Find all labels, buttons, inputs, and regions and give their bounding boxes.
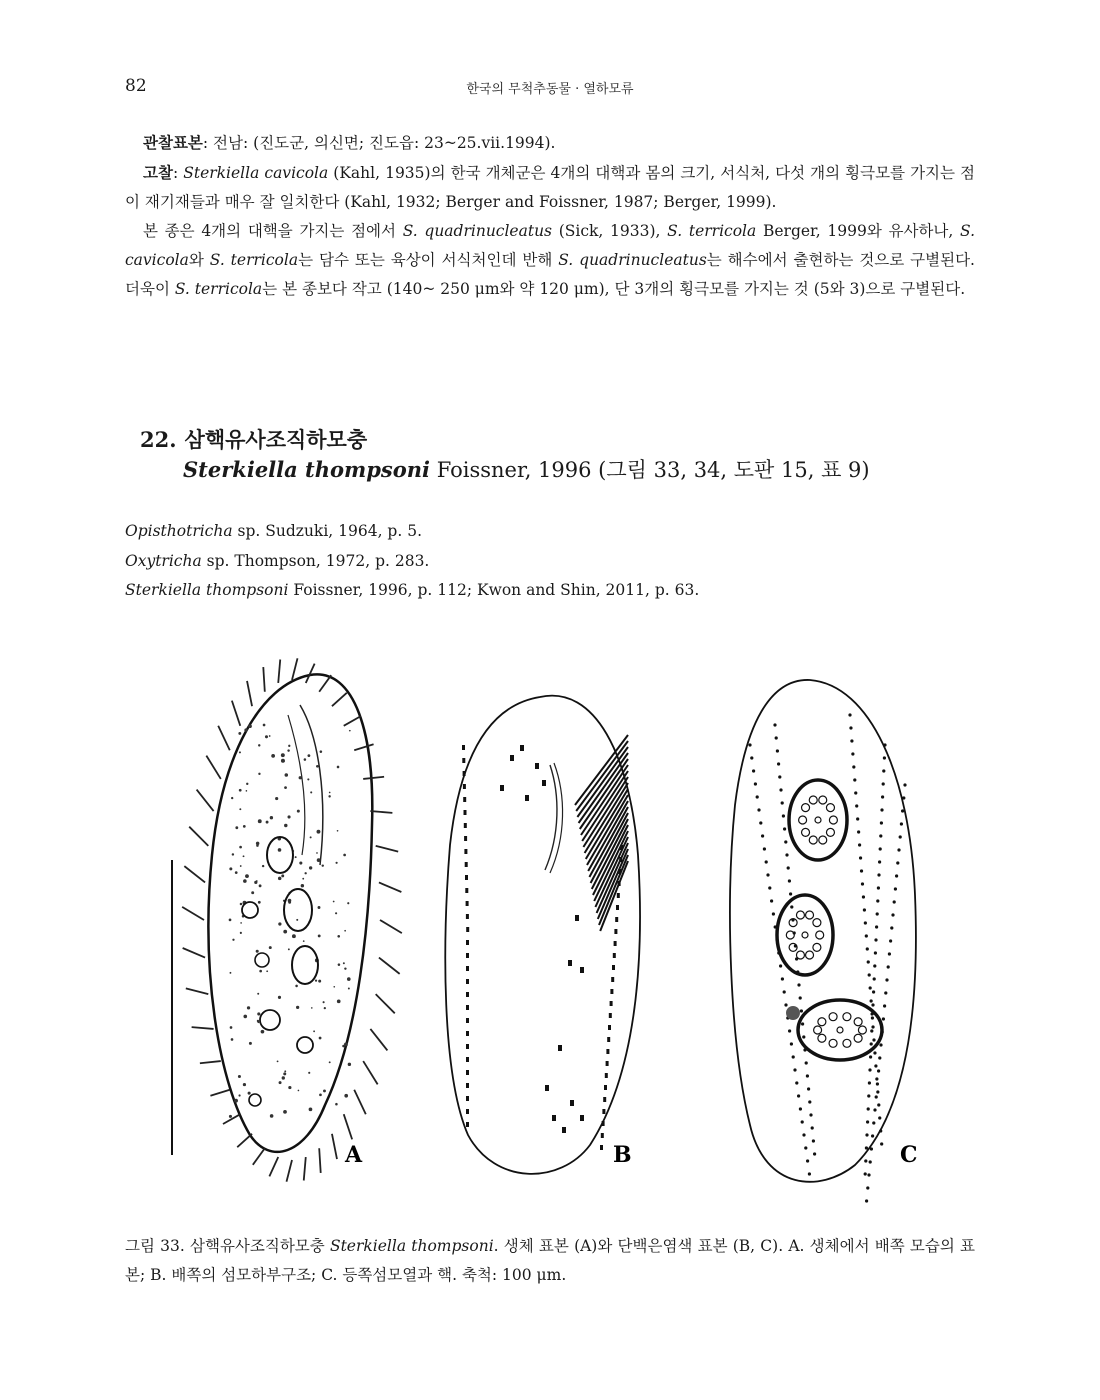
synonym-name: Opisthotricha <box>125 522 233 540</box>
page-number: 82 <box>125 76 147 96</box>
micronucleus <box>786 1006 800 1020</box>
species-heading <box>183 454 870 484</box>
synonym-name: Sterkiella thompsoni <box>125 581 289 599</box>
caption-text: 그림 33. 삼핵유사조직하모충 <box>125 1237 330 1255</box>
species-name: Sterkiella cavicola <box>183 164 329 182</box>
text-run: 와 <box>188 251 210 269</box>
figure-drawing <box>150 645 950 1205</box>
panel-label-c: C <box>900 1142 918 1168</box>
panel-c-drawing <box>730 680 918 1205</box>
species-name: S. terricola <box>667 222 757 240</box>
body-text <box>125 128 975 304</box>
synonym-entry <box>125 517 699 547</box>
text-run: (Sick, 1933), <box>552 222 668 240</box>
remarks-paragraph-1 <box>125 158 975 217</box>
text-run: 는 본 종보다 작고 (140~ 250 μm와 약 120 μm), 단 3개의 횡극모를 가지는 것 (5와 3)으로 구별된다. <box>262 280 966 298</box>
species-name: S. cavicola <box>125 222 976 269</box>
panel-label-a: A <box>345 1142 363 1168</box>
synonym-citation: Foissner, 1996, p. 112; Kwon and Shin, 2011, p. 63. <box>288 581 700 599</box>
synonym-citation: sp. Thompson, 1972, p. 283. <box>201 551 430 570</box>
observed-text: : 전남: (진도군, 의신면; 진도읍: 23~25.vii.1994). <box>202 134 556 152</box>
synonymy-list <box>125 517 699 606</box>
caption-text: . 생체 표본 (A)와 단백은염색 표본 (B, C). A. 생체에서 배쪽 모습의 표본; B. 배쪽의 섬모하부구조; C. 등쪽섬모열과 핵. 축척: 100 μm. <box>125 1237 975 1284</box>
observed-specimens <box>125 128 975 158</box>
text-run: 는 담수 또는 육상이 서식처인데 반해 <box>298 251 559 269</box>
synonym-name: Oxytricha <box>125 551 202 570</box>
section-number: 22. <box>140 427 177 452</box>
remarks-paragraph-2 <box>125 217 975 304</box>
panel-b-drawing <box>445 696 640 1174</box>
figure-33 <box>150 645 950 1205</box>
text-run: (Kahl, 1935)의 한국 개체군은 4개의 대핵과 몸의 크기, 서식처, 다섯 개의 횡극모를 가지는 점이 재기재들과 매우 잘 일치한다 (Kahl, 1932; Berger and Foissner, 1987; Berger, 1999). <box>125 164 976 211</box>
species-authority: Foissner, 1996 (그림 33, 34, 도판 15, 표 9) <box>430 458 870 482</box>
remarks-label: 고찰 <box>143 163 173 182</box>
caption-species: Sterkiella thompsoni <box>329 1237 494 1255</box>
section-heading <box>140 424 367 454</box>
panel-a-drawing <box>182 658 402 1181</box>
panel-label-b: B <box>613 1142 632 1168</box>
species-name: S. quadrinucleatus <box>558 251 707 269</box>
text-run: Berger, 1999와 유사하나, <box>756 222 961 240</box>
synonym-entry <box>125 547 699 577</box>
text-run: : <box>172 164 184 182</box>
text-run: 본 종은 4개의 대핵을 가지는 점에서 <box>143 222 403 240</box>
observed-label: 관찰표본 <box>143 133 203 152</box>
running-header: 한국의 무척추동물 · 열하모류 <box>466 82 634 97</box>
figure-caption <box>125 1232 975 1290</box>
species-name: S. terricola <box>209 251 299 269</box>
section-korean-name: 삼핵유사조직하모충 <box>184 428 368 452</box>
synonym-citation: sp. Sudzuki, 1964, p. 5. <box>232 522 422 540</box>
species-name: S. quadrinucleatus <box>402 222 553 240</box>
text-run: 는 해수에서 출현하는 것으로 구별된다. 더욱이 <box>125 251 975 298</box>
synonym-entry <box>125 576 699 606</box>
species-name: S. terricola <box>174 280 263 298</box>
species-binomial: Sterkiella thompsoni <box>183 457 431 482</box>
